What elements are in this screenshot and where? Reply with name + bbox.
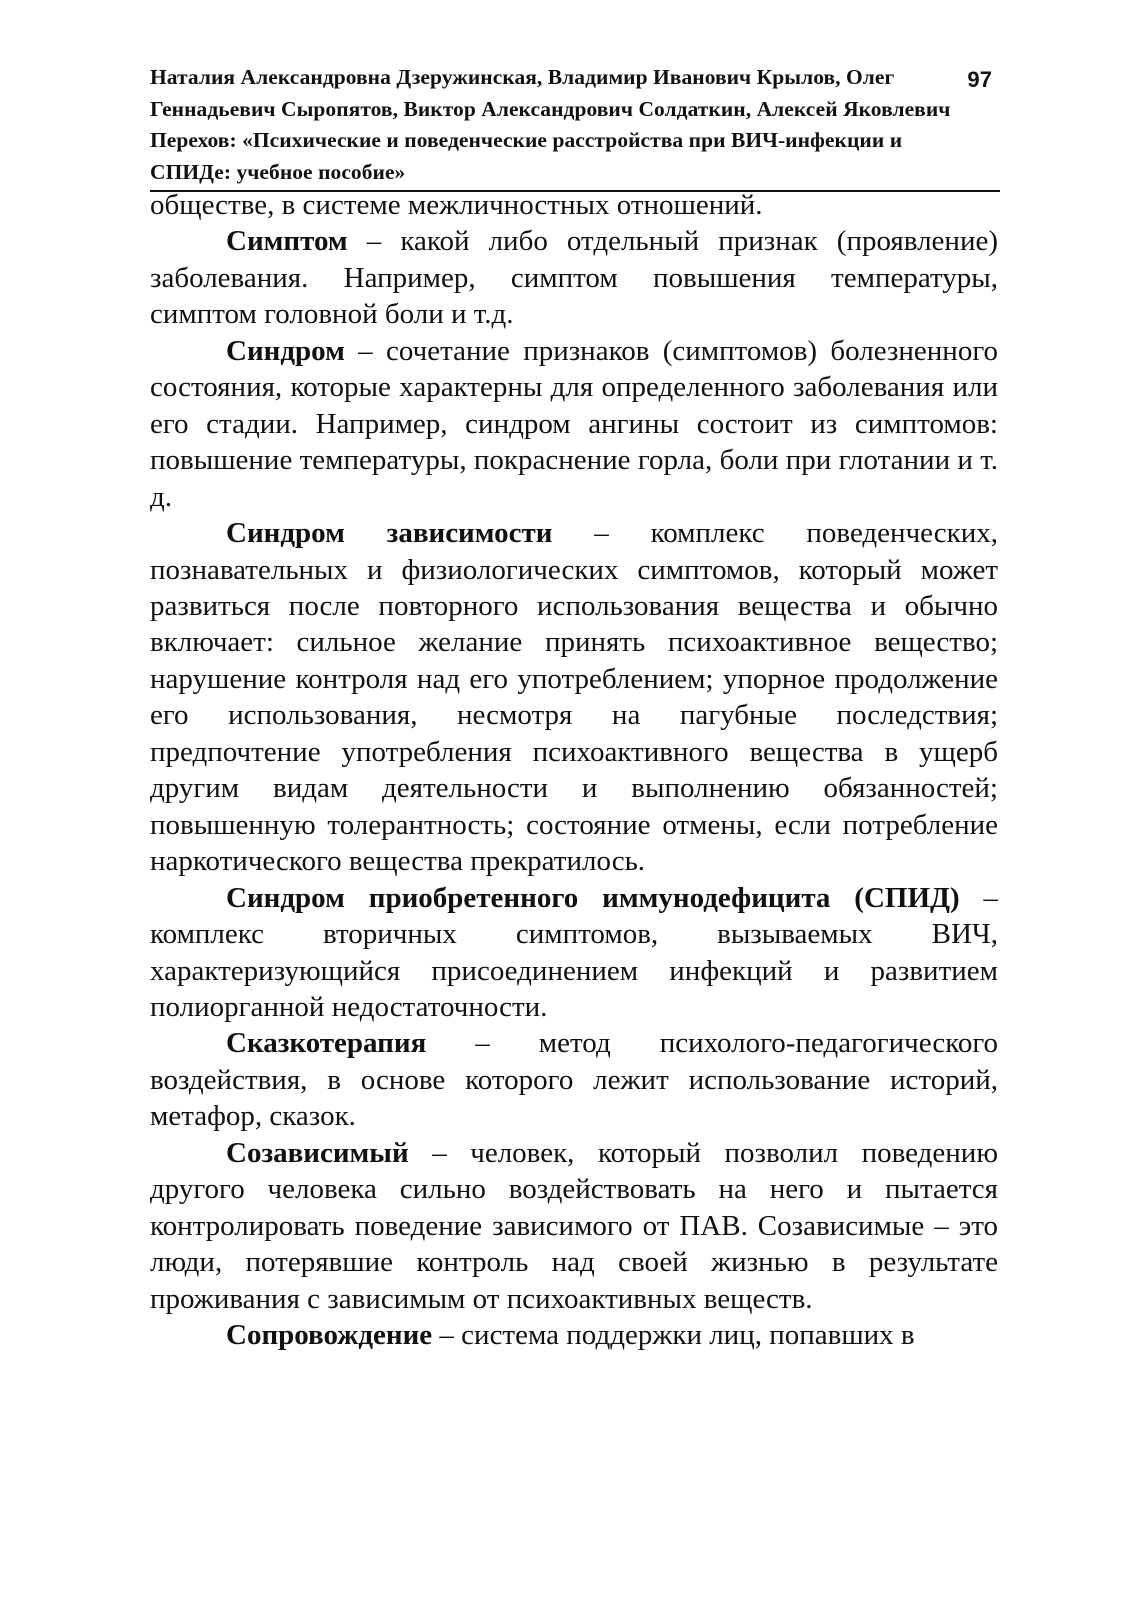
glossary-entry	[150, 1135, 998, 1317]
glossary-entry	[150, 880, 998, 1026]
glossary-term: Синдром	[226, 334, 345, 367]
glossary-term: Симптом	[226, 225, 348, 258]
glossary-definition: – система поддержки лиц, попавших в	[432, 1319, 915, 1352]
book-citation: Наталия Александровна Дзеружинская, Владимир Иванович Крылов, Олег Геннадьевич Сыропятов, Виктор Александрович Солдаткин, Алексей Яковлевич Перехов: «Психические и поведенческие расстройства при ВИЧ-инфекции и СПИДе: учебное пособие»	[150, 65, 951, 184]
glossary-term: Созависимый	[226, 1136, 409, 1169]
glossary-definition: – комплекс поведенческих, познавательных и физиологических симптомов, который может развиться после повторного использования вещества и обычно включает: сильное желание принять психоактивное вещество; нарушение контроля над его употреблением; упорное продолжение его использования, несмотря на пагубные последствия; предпочтение употребления психоактивного вещества в ущерб другим видам деятельности и выполнению обязанностей; повышенную толерантность; состояние отмены, если потребление наркотического вещества прекратилось.	[150, 517, 998, 878]
glossary-definition: – сочетание признаков (симптомов) болезненного состояния, которые характерны для определенного заболевания или его стадии. Например, синдром ангины состоит из симптомов: повышение температуры, покраснение горла, боли при глотании и т. д.	[150, 334, 998, 513]
document-page	[150, 62, 998, 1354]
glossary-entry	[150, 515, 998, 880]
glossary-entry	[150, 333, 998, 515]
glossary-term: Синдром приобретенного иммунодефицита (СПИД)	[226, 881, 960, 914]
glossary-definition: – метод психолого-педагогического воздействия, в основе которого лежит использование историй, метафор, сказок.	[150, 1027, 998, 1133]
continuation-paragraph: обществе, в системе межличностных отношений.	[150, 189, 763, 221]
glossary-body	[150, 187, 998, 1354]
glossary-definition: – комплекс вторичных симптомов, вызываемых ВИЧ, характеризующийся присоединением инфекций и развитием полиорганной недостаточности.	[150, 881, 998, 1023]
running-header	[150, 62, 998, 188]
glossary-term: Синдром зависимости	[226, 517, 553, 550]
glossary-term: Сказкотерапия	[226, 1027, 427, 1060]
page-number: 97	[967, 67, 992, 92]
glossary-definition: – какой либо отдельный признак (проявление) заболевания. Например, симптом повышения температуры, симптом головной боли и т.д.	[150, 225, 998, 331]
glossary-entry	[150, 223, 998, 332]
glossary-entry	[150, 1025, 998, 1134]
glossary-term: Сопровождение	[226, 1319, 433, 1352]
glossary-definition: – человек, который позволил поведению другого человека сильно воздействовать на него и пытается контролировать поведение зависимого от ПАВ. Созависимые – это люди, потерявшие контроль над своей жизнью в результате проживания с зависимым от психоактивных веществ.	[150, 1136, 998, 1315]
glossary-entry	[150, 1317, 998, 1353]
